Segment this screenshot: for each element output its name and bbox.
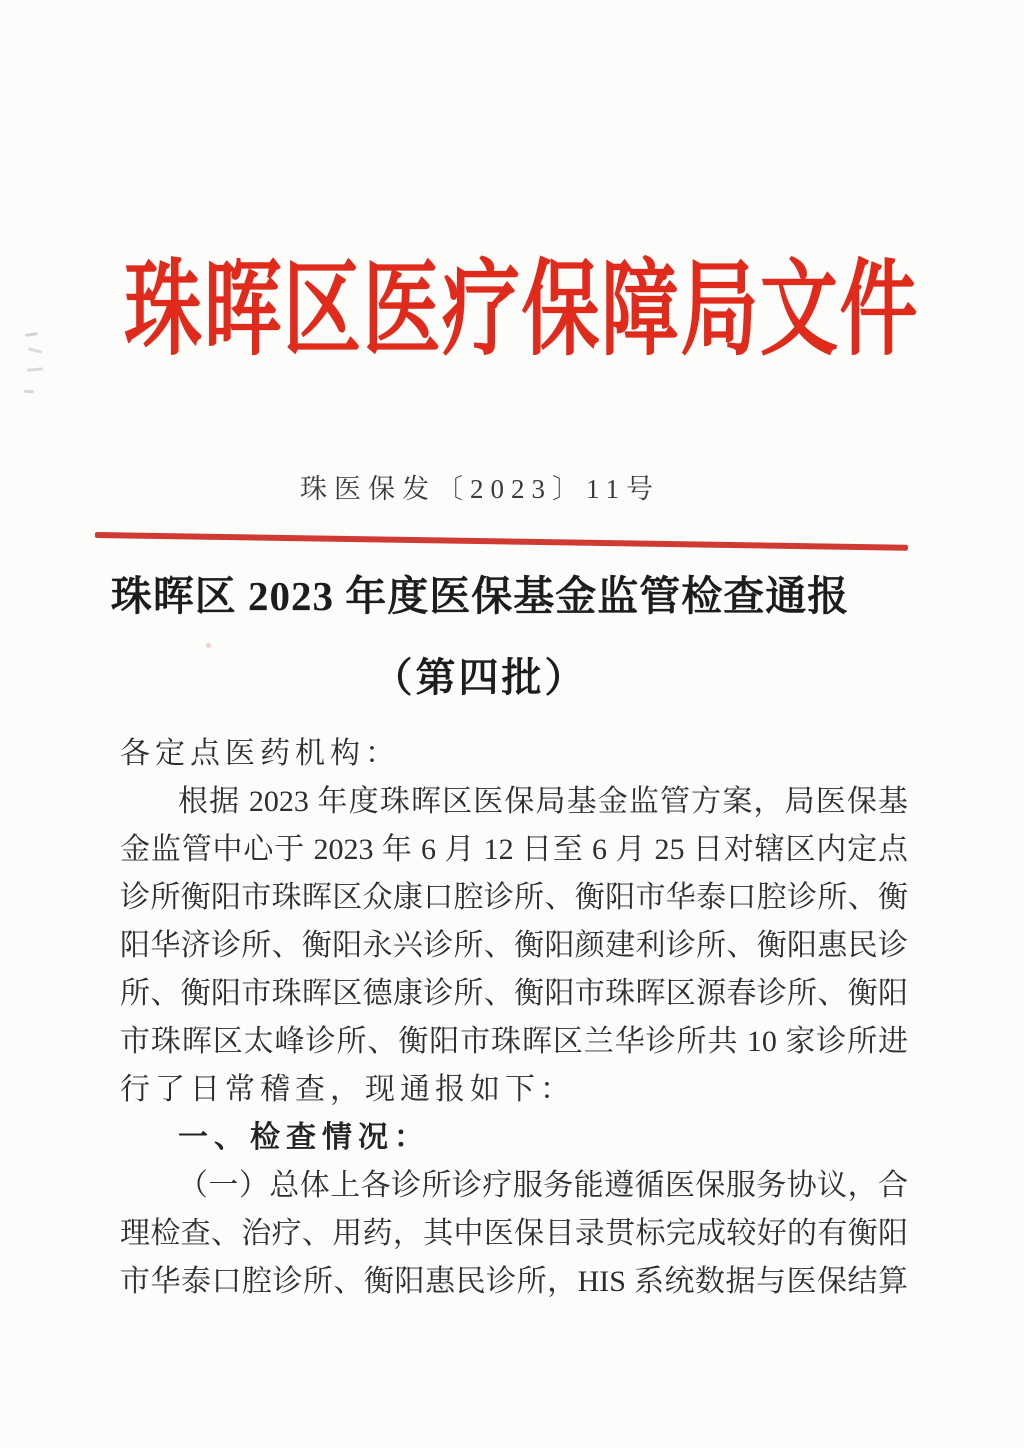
agency-banner-title: 珠晖区医疗保障局文件 <box>124 253 920 368</box>
body-line: 金监管中心于 2023 年 6 月 12 日至 6 月 25 日对辖区内定点 <box>120 833 908 866</box>
body-line-salutation: 各定点医药机构： <box>120 737 400 770</box>
document-title: 珠晖区 2023 年度医保基金监管检查通报 <box>110 573 850 619</box>
document-body <box>120 730 908 1306</box>
body-line: 根据 2023 年度珠晖区医保局基金监管方案，局医保基 <box>178 785 908 818</box>
scan-smudge <box>25 332 38 337</box>
body-line: 所、衡阳市珠晖区德康诊所、衡阳市珠晖区源春诊所、衡阳 <box>120 977 908 1010</box>
body-line: 诊所衡阳市珠晖区众康口腔诊所、衡阳市华泰口腔诊所、衡 <box>120 881 908 914</box>
document-subtitle: （第四批） <box>372 655 588 700</box>
red-divider-line <box>95 532 908 551</box>
body-line: 理检查、治疗、用药，其中医保目录贯标完成较好的有衡阳 <box>120 1217 908 1250</box>
body-line: 阳华济诊所、衡阳永兴诊所、衡阳颜建利诊所、衡阳惠民诊 <box>120 929 908 962</box>
section-heading-inspection: 一、检查情况： <box>178 1121 430 1154</box>
body-line: 市华泰口腔诊所、衡阳惠民诊所，HIS 系统数据与医保结算 <box>120 1265 908 1298</box>
body-line: 市珠晖区太峰诊所、衡阳市珠晖区兰华诊所共 10 家诊所进 <box>120 1025 908 1058</box>
scan-speck <box>206 643 211 648</box>
scan-smudge <box>24 390 34 394</box>
document-number: 珠医保发〔2023〕11号 <box>300 474 660 504</box>
scan-smudge <box>28 347 42 353</box>
body-line: （一）总体上各诊所诊疗服务能遵循医保服务协议，合 <box>178 1169 908 1202</box>
scan-smudge <box>27 367 43 371</box>
body-line: 行了日常稽查，现通报如下： <box>120 1073 575 1106</box>
